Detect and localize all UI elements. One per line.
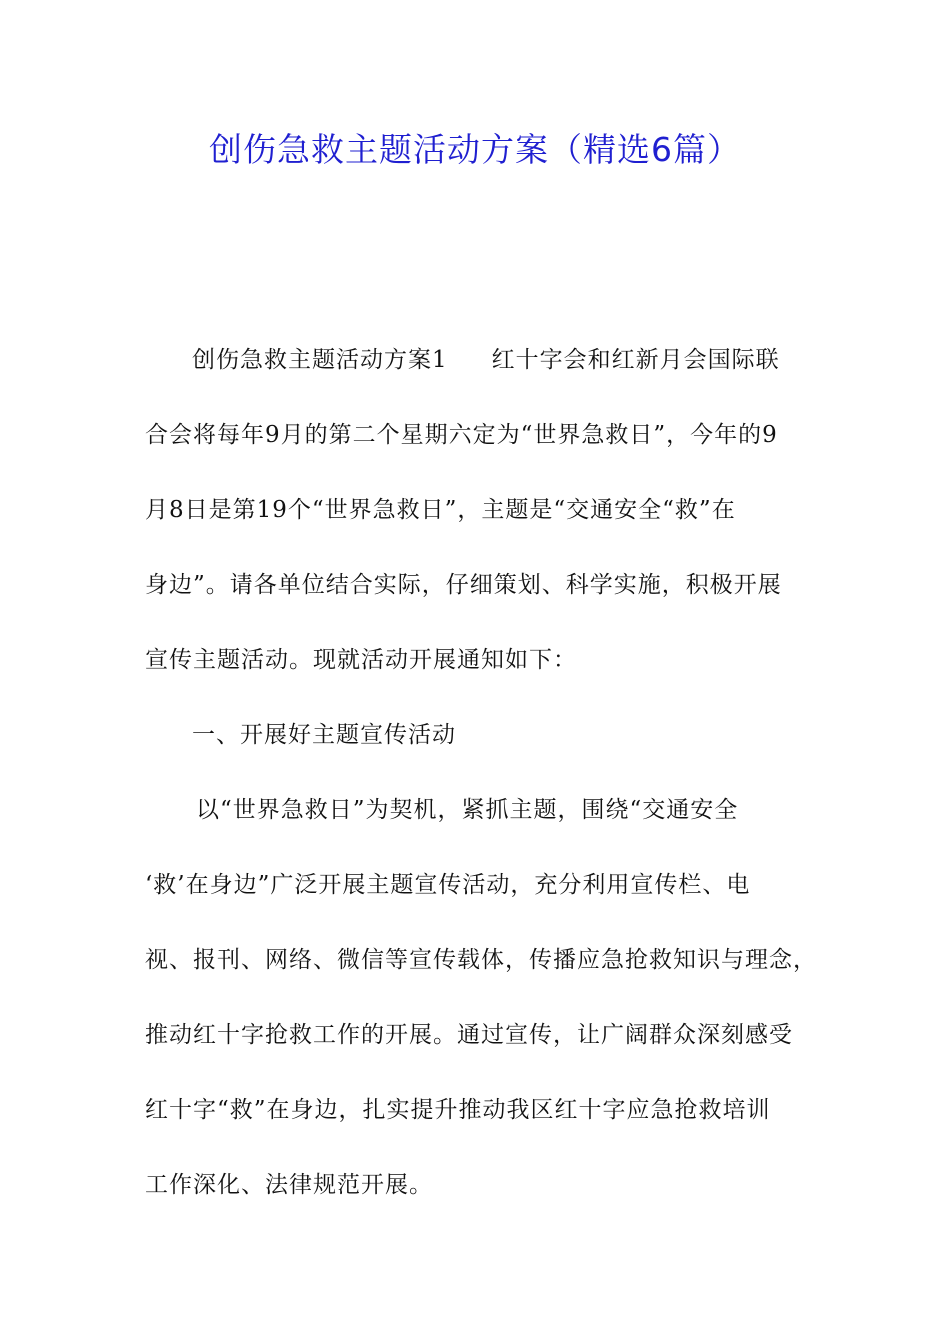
paragraph-line: 推动红十字抢救工作的开展。通过宣传，让广阔群众深刻感受: [145, 1022, 793, 1048]
paragraph-line: 红十字“救”在身边，扎实提升推动我区红十字应急抢救培训: [145, 1097, 771, 1123]
page-title: 创伤急救主题活动方案（精选6篇）: [209, 130, 741, 169]
paragraph-line: 合会将每年9月的第二个星期六定为“世界急救日”，今年的9: [145, 422, 778, 448]
paragraph-line: [192, 343, 780, 377]
paragraph-text: 红十字会和红新月会国际联: [491, 347, 780, 373]
paragraph-line: 以“世界急救日”为契机，紧抓主题，围绕“交通安全: [196, 797, 739, 823]
paragraph-line: 视、报刊、网络、微信等宣传载体，传播应急抢救知识与理念，: [145, 947, 817, 973]
paragraph-line: 身边”。请各单位结合实际，仔细策划、科学实施，积极开展: [145, 572, 782, 598]
section-heading: 创伤急救主题活动方案1: [192, 347, 448, 373]
paragraph-line: 月8日是第19个“世界急救日”，主题是“交通安全“救”在: [145, 497, 736, 523]
paragraph-line: ‘救’在身边”广泛开展主题宣传活动，充分利用宣传栏、电: [145, 872, 751, 898]
paragraph-line: 工作深化、法律规范开展。: [145, 1172, 433, 1198]
section-heading: 一、开展好主题宣传活动: [192, 722, 456, 748]
paragraph-line: 宣传主题活动。现就活动开展通知如下：: [145, 647, 577, 673]
